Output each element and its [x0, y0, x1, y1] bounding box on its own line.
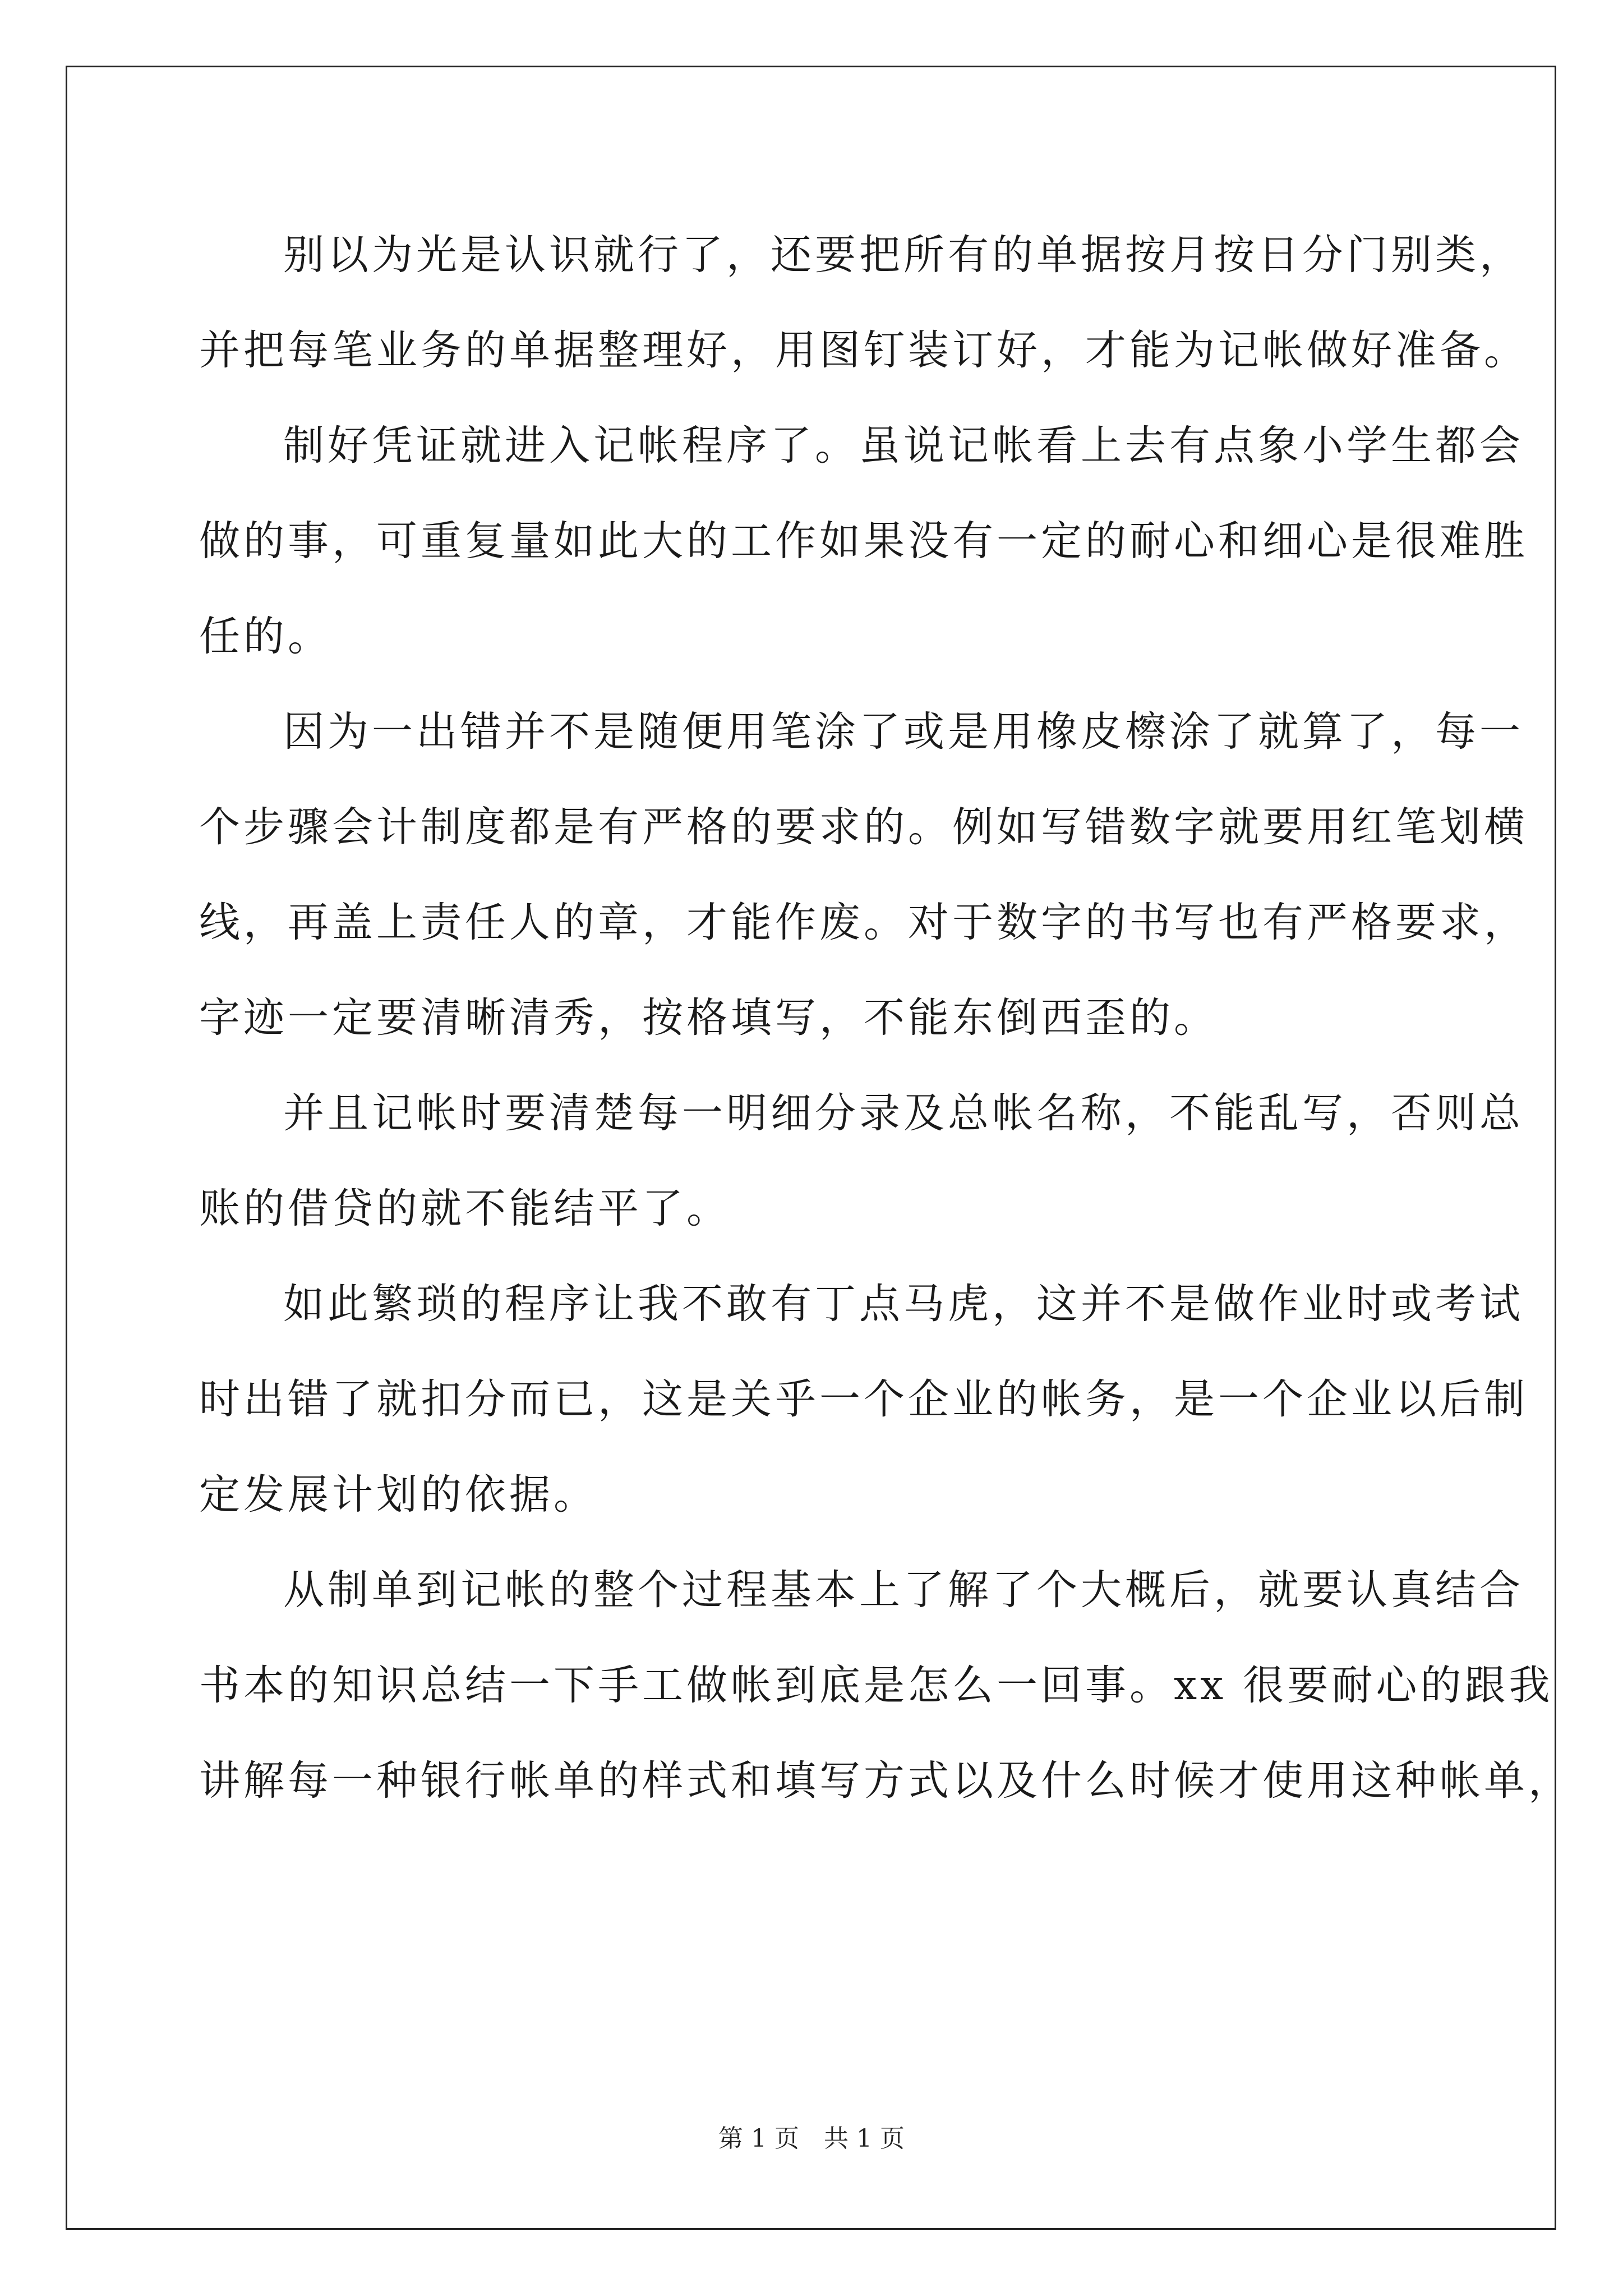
text-line: 个步骤会计制度都是有严格的要求的。例如写错数字就要用红笔划横 — [199, 803, 1528, 851]
text-line: 别以为光是认识就行了，还要把所有的单据按月按日分门别类， — [283, 231, 1524, 279]
text-line: 字迹一定要清晰清秀，按格填写，不能东倒西歪的。 — [199, 994, 1218, 1042]
text-line: 做的事，可重复量如此大的工作如果没有一定的耐心和细心是很难胜 — [199, 517, 1528, 565]
text-line: 账的借贷的就不能结平了。 — [199, 1185, 731, 1232]
text-line: 制好凭证就进入记帐程序了。虽说记帐看上去有点象小学生都会 — [283, 422, 1524, 470]
text-line: 如此繁琐的程序让我不敢有丁点马虎，这并不是做作业时或考试 — [283, 1280, 1524, 1328]
text-line: 从制单到记帐的整个过程基本上了解了个大概后，就要认真结合 — [283, 1566, 1524, 1614]
text-line: 并且记帐时要清楚每一明细分录及总帐名称，不能乱写，否则总 — [283, 1089, 1524, 1137]
text-line: 讲解每一种银行帐单的样式和填写方式以及什么时候才使用这种帐单， — [199, 1757, 1573, 1805]
text-line: 书本的知识总结一下手工做帐到底是怎么一回事。xx 很要耐心的跟我 — [199, 1662, 1553, 1709]
text-line: 任的。 — [199, 613, 332, 660]
page-number-footer: 第 1 页 共 1 页 — [718, 2124, 905, 2153]
document-body — [199, 208, 1573, 1829]
text-line: 因为一出错并不是随便用笔涂了或是用橡皮檫涂了就算了，每一 — [283, 708, 1524, 756]
text-line: 时出错了就扣分而已，这是关乎一个企业的帐务，是一个企业以后制 — [199, 1375, 1528, 1423]
text-line: 定发展计划的依据。 — [199, 1471, 598, 1519]
text-line: 线，再盖上责任人的章，才能作废。对于数字的书写也有严格要求， — [199, 899, 1528, 946]
text-line: 并把每笔业务的单据整理好，用图钉装订好，才能为记帐做好准备。 — [199, 326, 1528, 374]
